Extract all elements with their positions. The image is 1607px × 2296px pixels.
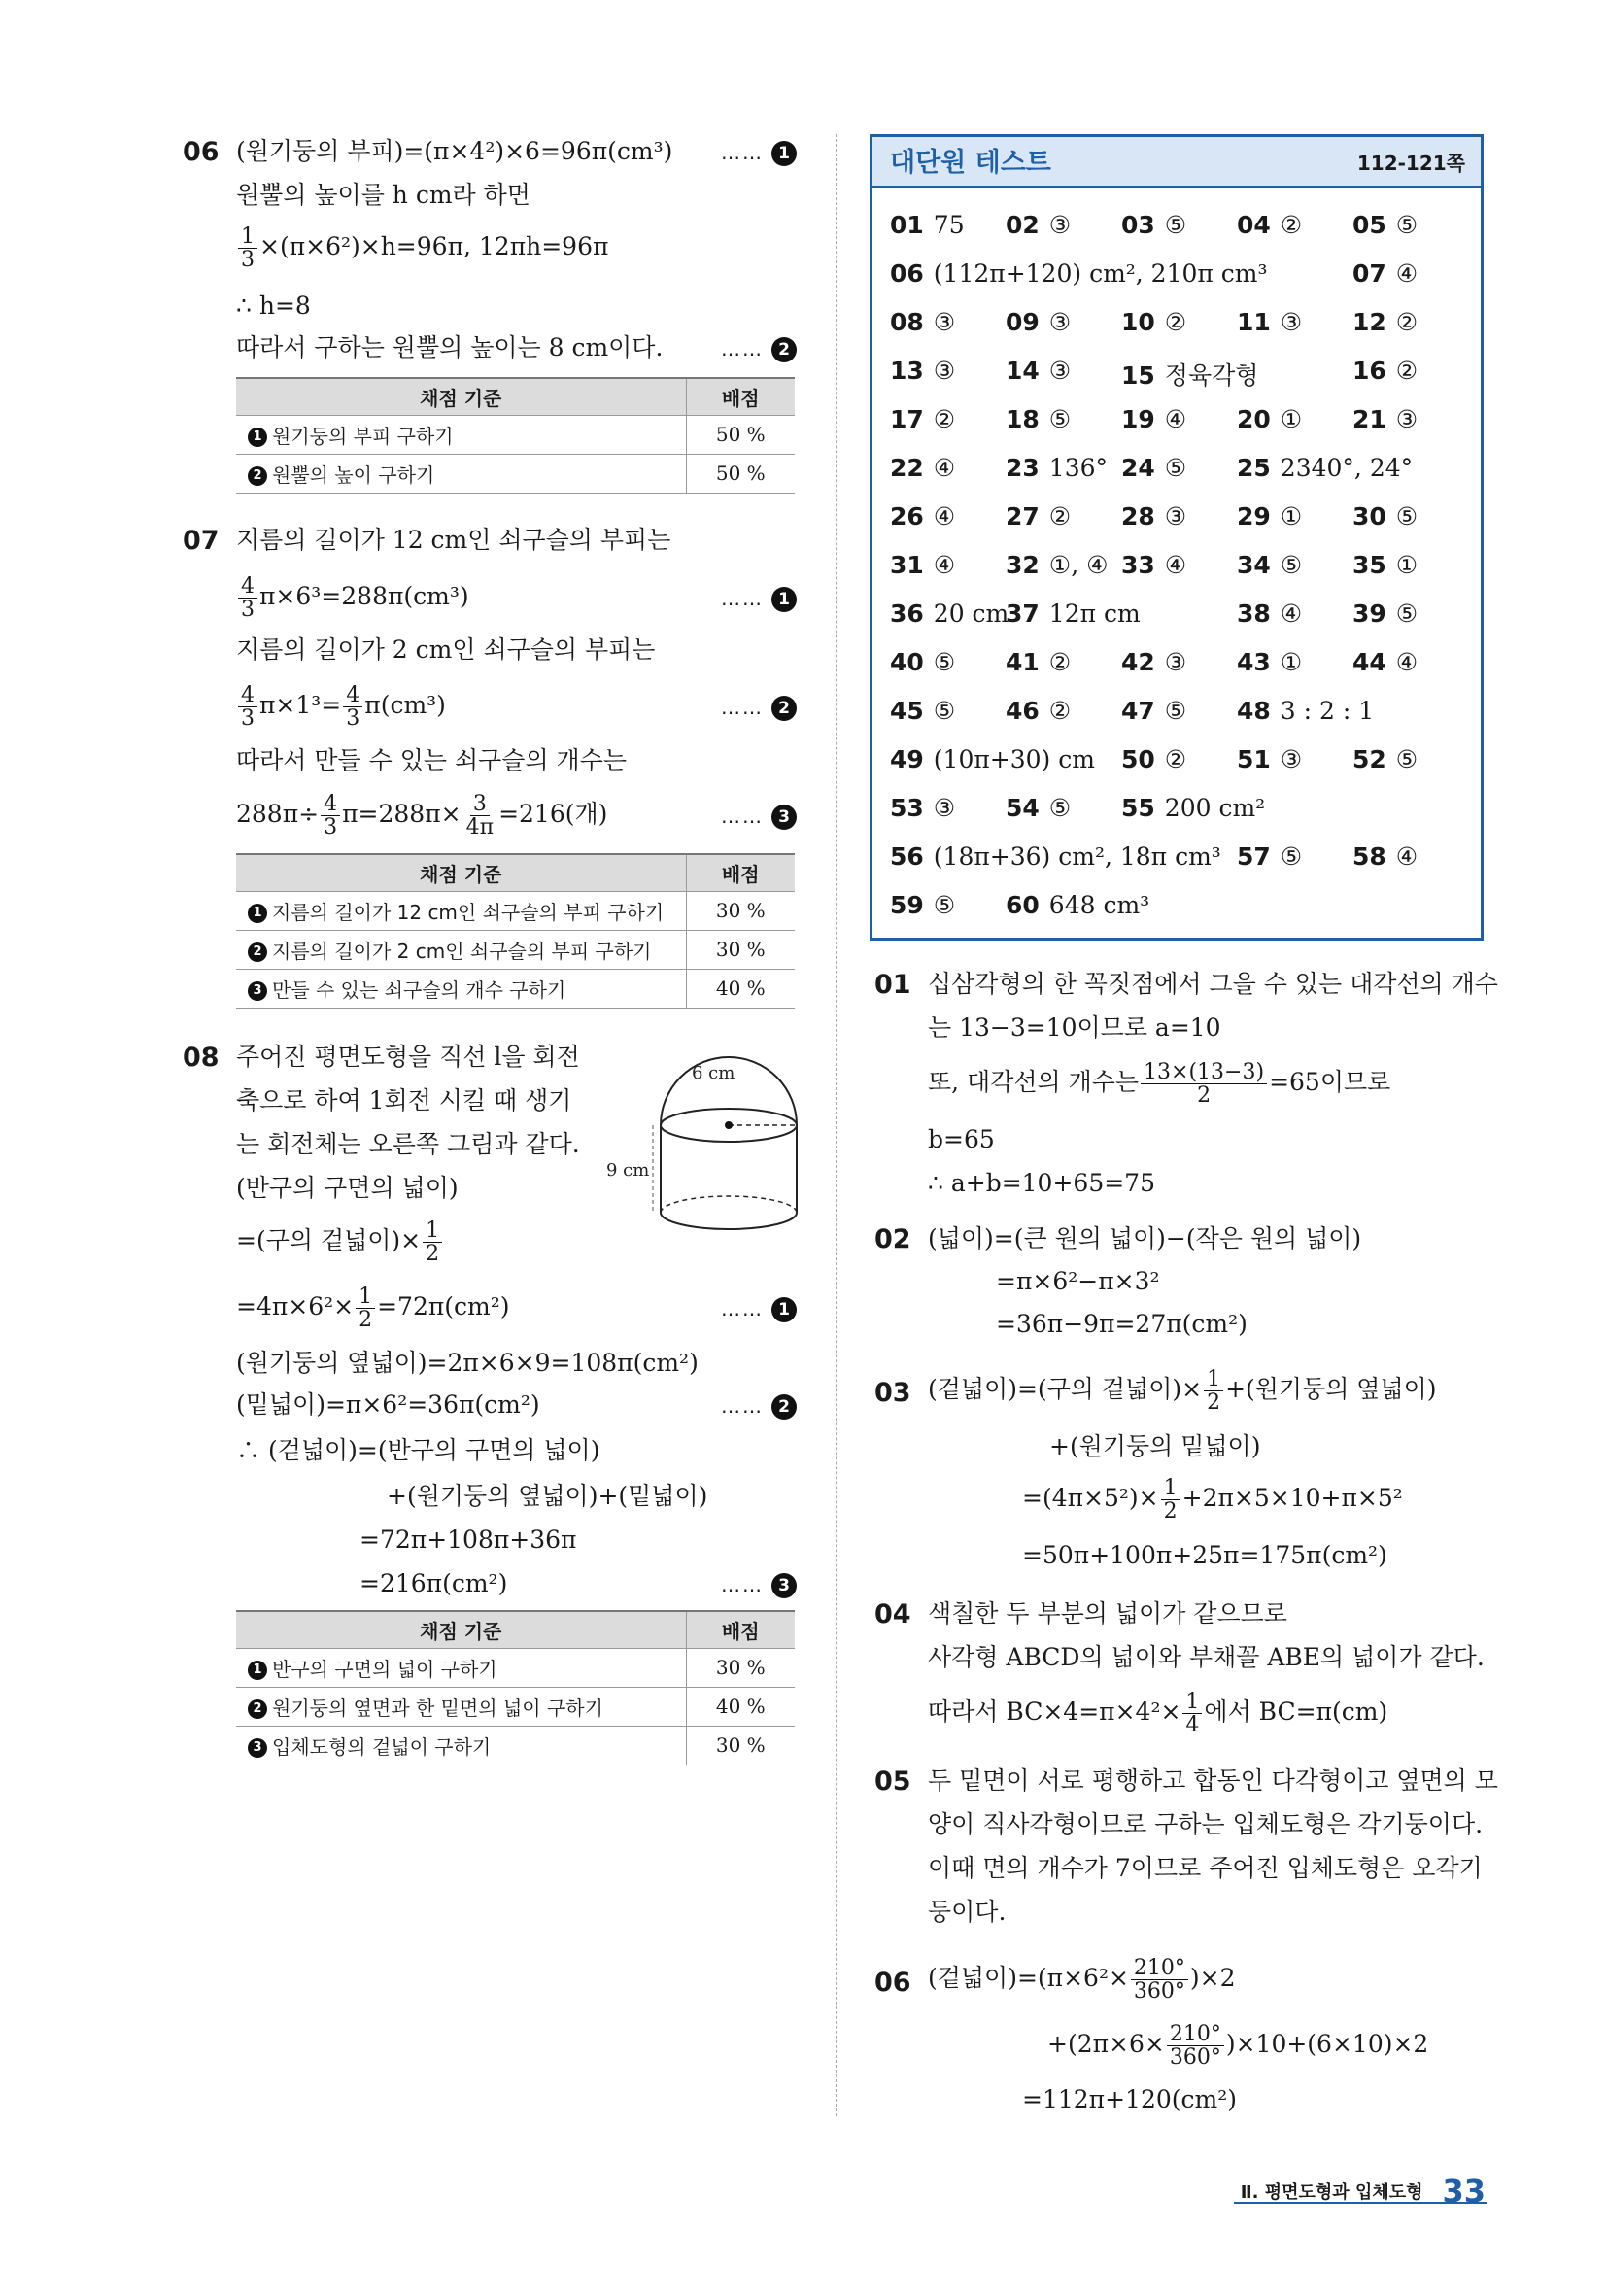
answer-number: 22 xyxy=(890,454,924,482)
answer-item-11 xyxy=(1237,308,1302,336)
answer-number: 42 xyxy=(1121,648,1155,676)
answer-value: ④ xyxy=(1395,648,1419,676)
answer-number: 57 xyxy=(1237,842,1271,871)
s03-line4: =50π+100π+25π=175π(cm²) xyxy=(1022,1541,1387,1569)
s04-line1: 색칠한 두 부분의 넓이가 같으므로 xyxy=(928,1599,1287,1628)
p07-marker-2: …… 2 xyxy=(721,694,797,721)
s03-line2: +(원기둥의 밑넓이) xyxy=(1049,1432,1261,1460)
answer-item-31 xyxy=(890,551,955,579)
answer-item-49 xyxy=(890,745,1095,773)
answer-number: 23 xyxy=(1006,454,1040,482)
answer-number: 07 xyxy=(1352,259,1386,288)
answer-value: ② xyxy=(1048,502,1072,531)
answer-number: 28 xyxy=(1121,502,1155,531)
answer-number: 27 xyxy=(1006,502,1040,531)
s05-line4: 둥이다. xyxy=(928,1898,1007,1926)
answer-item-02 xyxy=(1006,211,1071,239)
answer-value: ③ xyxy=(1280,745,1303,773)
answer-item-09 xyxy=(1006,308,1071,336)
answer-item-56 xyxy=(890,842,1221,871)
answer-value: ② xyxy=(1395,357,1419,385)
answer-value: ⑤ xyxy=(1164,697,1187,725)
answer-item-38 xyxy=(1237,600,1302,628)
answer-number: 35 xyxy=(1352,551,1386,579)
s03-line1: (겉넓이)=(구의 겉넓이)× $\frac{1}{2}$ +(원기둥의 옆넓이) xyxy=(928,1367,1437,1416)
answer-number: 29 xyxy=(1237,502,1271,531)
answer-item-44 xyxy=(1352,648,1418,676)
answer-value: ⑤ xyxy=(933,891,956,919)
answer-number: 05 xyxy=(1352,211,1386,239)
answer-item-29 xyxy=(1237,502,1302,531)
answer-number: 12 xyxy=(1352,308,1386,336)
problem-08-number: 08 xyxy=(183,1043,220,1073)
answer-number: 52 xyxy=(1352,745,1386,773)
answer-value: ① xyxy=(1280,502,1303,531)
p08-line11: =72π+108π+36π xyxy=(359,1525,577,1554)
problem-07-number: 07 xyxy=(183,526,220,556)
p07-scoring-table: 채점 기준 배점 1 지름의 길이가 12 cm인 쇠구슬의 부피 구하기 30 % 2 지름의 길이가 2 cm인 쇠구슬의 부피 구하기 30 % 3 만들 수 있는 쇠구슬의 개수 구하기 40 % xyxy=(236,853,795,1009)
p08-scoring-table: 채점 기준 배점 1 반구의 구면의 넓이 구하기 30 % 2 원기둥의 옆면과 한 밑면의 넓이 구하기 40 % 3 입체도형의 겉넓이 구하기 30 % xyxy=(236,1610,795,1765)
answer-value: ④ xyxy=(1395,259,1419,288)
answer-item-06 xyxy=(890,259,1268,288)
answer-item-53 xyxy=(890,794,955,822)
answer-item-27 xyxy=(1006,502,1071,531)
solution-02-number: 02 xyxy=(874,1224,911,1254)
answer-item-37 xyxy=(1006,600,1141,628)
answer-number: 36 xyxy=(890,600,924,628)
p06-line5: 따라서 구하는 원뿔의 높이는 8 cm이다. xyxy=(236,333,664,361)
answer-value: ⑤ xyxy=(1048,794,1072,822)
s06-line3: =112π+120(cm²) xyxy=(1022,2085,1237,2113)
answer-value: 75 xyxy=(933,211,965,239)
answer-value: (18π+36) cm², 18π cm³ xyxy=(933,842,1221,871)
p08-marker-1: …… 1 xyxy=(721,1295,797,1322)
answer-item-07 xyxy=(1352,259,1418,288)
height-label: 9 cm xyxy=(606,1160,650,1181)
answer-value: ② xyxy=(1280,211,1303,239)
p08-line6: =4π×6²× $\frac{1}{2}$ =72π(cm²) xyxy=(236,1285,510,1333)
answer-number: 08 xyxy=(890,308,924,336)
answer-number: 53 xyxy=(890,794,924,822)
p07-line2: $\frac{4}{3}$ π×6³=288π(cm³) xyxy=(236,575,469,621)
answer-number: 38 xyxy=(1237,600,1271,628)
table-row: 2 원기둥의 옆면과 한 밑면의 넓이 구하기 40 % xyxy=(236,1687,795,1726)
p08-marker-2: …… 2 xyxy=(721,1392,797,1420)
solid-figure xyxy=(602,1040,816,1234)
answer-item-24 xyxy=(1121,454,1186,482)
p08-line5: =(구의 겉넓이)× $\frac{1}{2}$ xyxy=(236,1219,444,1265)
answer-number: 03 xyxy=(1121,211,1155,239)
s05-line3: 이때 면의 개수가 7이므로 주어진 입체도형은 오각기 xyxy=(928,1854,1483,1882)
answer-number: 39 xyxy=(1352,600,1386,628)
answer-number: 26 xyxy=(890,502,924,531)
p08-line12: =216π(cm²) xyxy=(359,1569,508,1597)
table-row: 1 원기둥의 부피 구하기 50 % xyxy=(236,415,795,454)
answer-value: ⑤ xyxy=(1164,211,1187,239)
answer-value: ② xyxy=(1395,308,1419,336)
s04-line2: 사각형 ABCD의 넓이와 부채꼴 ABE의 넓이가 같다. xyxy=(928,1643,1485,1671)
answer-number: 50 xyxy=(1121,745,1155,773)
answer-value: ② xyxy=(933,405,956,433)
answer-value: ⑤ xyxy=(1395,502,1419,531)
p08-line3: 는 회전체는 오른쪽 그림과 같다. xyxy=(236,1130,580,1158)
footer-rule xyxy=(1234,2202,1487,2204)
answer-number: 21 xyxy=(1352,405,1386,433)
answer-item-13 xyxy=(890,357,955,385)
p06-scoring-table xyxy=(236,377,795,494)
answer-number: 06 xyxy=(890,259,924,288)
p06-line1: (원기둥의 부피)=(π×4²)×6=96π(cm³) xyxy=(236,137,673,165)
p07-marker-1: …… 1 xyxy=(721,585,797,612)
s05-line1: 두 밑면이 서로 평행하고 합동인 다각형이고 옆면의 모 xyxy=(928,1766,1498,1795)
answer-item-41 xyxy=(1006,648,1071,676)
p06-line4: ∴ h=8 xyxy=(236,291,311,320)
answer-item-08 xyxy=(890,308,955,336)
answer-item-60 xyxy=(1006,891,1149,919)
problem-06-number: 06 xyxy=(183,137,220,167)
table-row: 3 만들 수 있는 쇠구슬의 개수 구하기 40 % xyxy=(236,969,795,1008)
p06-marker-1: …… 1 xyxy=(721,139,797,166)
answer-value: ⑤ xyxy=(1048,405,1072,433)
answer-value: 2340°, 24° xyxy=(1280,454,1414,482)
table-row: 3 입체도형의 겉넓이 구하기 30 % xyxy=(236,1726,795,1765)
answer-item-25 xyxy=(1237,454,1413,482)
answer-item-15 xyxy=(1121,357,1258,392)
p08-line9: ∴ (겉넓이)=(반구의 구면의 넓이) xyxy=(236,1436,600,1464)
s05-line2: 양이 직사각형이므로 구하는 입체도형은 각기둥이다. xyxy=(928,1810,1484,1838)
s01-line3: 또, 대각선의 개수는 $\frac{13\times(13-3)}{2}$ =65이므로 xyxy=(928,1060,1391,1109)
answer-value: ① xyxy=(1280,648,1303,676)
solution-04-number: 04 xyxy=(874,1599,911,1629)
p06-line2: 원뿔의 높이를 h cm라 하면 xyxy=(236,181,530,209)
answer-item-14 xyxy=(1006,357,1071,385)
answer-number: 47 xyxy=(1121,697,1155,725)
answer-number: 58 xyxy=(1352,842,1386,871)
answer-number: 09 xyxy=(1006,308,1040,336)
answer-value: ⑤ xyxy=(1395,211,1419,239)
answer-item-58 xyxy=(1352,842,1418,871)
s02-line2: =π×6²−π×3² xyxy=(996,1267,1160,1295)
answer-item-23 xyxy=(1006,454,1108,482)
answer-value: ② xyxy=(1048,648,1072,676)
solution-05-number: 05 xyxy=(874,1766,911,1797)
solution-06-number: 06 xyxy=(874,1968,911,1998)
answer-value: 정육각형 xyxy=(1164,361,1259,390)
answer-item-03 xyxy=(1121,211,1186,239)
p06-line3: $\frac{1}{3}$ ×(π×6²)×h=96π, 12πh=96π xyxy=(236,225,608,271)
p07-line5: 따라서 만들 수 있는 쇠구슬의 개수는 xyxy=(236,746,627,774)
answer-number: 20 xyxy=(1237,405,1271,433)
answer-value: ⑤ xyxy=(1164,454,1187,482)
answer-number: 46 xyxy=(1006,697,1040,725)
answer-value: ⑤ xyxy=(1280,551,1303,579)
answer-item-18 xyxy=(1006,405,1071,433)
p06-marker-2: …… 2 xyxy=(721,335,797,362)
p08-line10: +(원기둥의 옆넓이)+(밑넓이) xyxy=(387,1482,708,1510)
s04-line3: 따라서 BC×4=π×4²× $\frac{1}{4}$ 에서 BC=π(cm) xyxy=(928,1690,1388,1738)
answer-item-52 xyxy=(1352,745,1418,773)
answer-number: 44 xyxy=(1352,648,1386,676)
answer-value: ③ xyxy=(933,357,956,385)
answer-value: ③ xyxy=(1395,405,1419,433)
answer-item-45 xyxy=(890,697,955,725)
table-header-criteria: 채점 기준 xyxy=(236,378,686,415)
answer-number: 41 xyxy=(1006,648,1040,676)
answer-number: 54 xyxy=(1006,794,1040,822)
answer-value: ③ xyxy=(1164,648,1187,676)
answer-value: ⑤ xyxy=(1395,600,1419,628)
s01-line5: ∴ a+b=10+65=75 xyxy=(928,1169,1155,1197)
table-row: 2 지름의 길이가 2 cm인 쇠구슬의 부피 구하기 30 % xyxy=(236,930,795,969)
answer-number: 40 xyxy=(890,648,924,676)
solution-01-number: 01 xyxy=(874,970,911,1000)
answer-value: ⑤ xyxy=(1395,745,1419,773)
answer-number: 17 xyxy=(890,405,924,433)
p07-marker-3: …… 3 xyxy=(721,803,797,830)
answer-number: 32 xyxy=(1006,551,1040,579)
answer-item-47 xyxy=(1121,697,1186,725)
answer-number: 37 xyxy=(1006,600,1040,628)
answer-value: ③ xyxy=(1048,357,1072,385)
answer-item-36 xyxy=(890,600,1009,628)
answer-value: ③ xyxy=(1164,502,1187,531)
answer-value: 200 cm² xyxy=(1164,794,1266,822)
table-header-points: 배점 xyxy=(686,378,795,415)
answer-item-40 xyxy=(890,648,955,676)
answer-number: 15 xyxy=(1121,361,1155,390)
answer-value: ③ xyxy=(933,794,956,822)
answer-value: 648 cm³ xyxy=(1048,891,1150,919)
answer-value: ④ xyxy=(933,502,956,531)
answer-number: 16 xyxy=(1352,357,1386,385)
answer-number: 45 xyxy=(890,697,924,725)
answer-item-33 xyxy=(1121,551,1186,579)
answer-box-header xyxy=(872,137,1481,188)
answer-number: 10 xyxy=(1121,308,1155,336)
answer-number: 04 xyxy=(1237,211,1271,239)
p08-line4: (반구의 구면의 넓이) xyxy=(236,1174,459,1202)
answer-value: 20 cm xyxy=(933,600,1009,628)
answer-value: (10π+30) cm xyxy=(933,745,1095,773)
answer-value: ③ xyxy=(1280,308,1303,336)
answer-item-43 xyxy=(1237,648,1302,676)
answer-item-12 xyxy=(1352,308,1418,336)
answer-item-10 xyxy=(1121,308,1186,336)
answer-item-04 xyxy=(1237,211,1302,239)
answer-value: ② xyxy=(1164,745,1187,773)
answer-number: 14 xyxy=(1006,357,1040,385)
s02-line3: =36π−9π=27π(cm²) xyxy=(996,1310,1248,1338)
s02-line1: (넓이)=(큰 원의 넓이)−(작은 원의 넓이) xyxy=(928,1224,1362,1252)
answer-number: 01 xyxy=(890,211,924,239)
p08-line1: 주어진 평면도형을 직선 l을 회전 xyxy=(236,1043,580,1071)
answer-number: 02 xyxy=(1006,211,1040,239)
answer-item-59 xyxy=(890,891,955,919)
s06-line2: +(2π×6× $\frac{210^\circ}{360^\circ}$ )×10+(6×10)×2 xyxy=(1047,2022,1429,2071)
answer-item-51 xyxy=(1237,745,1302,773)
p07-line1: 지름의 길이가 12 cm인 쇠구슬의 부피는 xyxy=(236,526,671,554)
answer-item-01 xyxy=(890,211,965,239)
answer-value: 3 : 2 : 1 xyxy=(1280,697,1375,725)
answer-number: 59 xyxy=(890,891,924,919)
answer-number: 25 xyxy=(1237,454,1271,482)
answer-item-50 xyxy=(1121,745,1186,773)
p08-line7: (원기둥의 옆넓이)=2π×6×9=108π(cm²) xyxy=(236,1349,699,1377)
answer-value: ④ xyxy=(1280,600,1303,628)
answer-number: 18 xyxy=(1006,405,1040,433)
p08-line2: 축으로 하여 1회전 시킬 때 생기 xyxy=(236,1086,572,1114)
answer-item-05 xyxy=(1352,211,1418,239)
answer-value: ③ xyxy=(1048,308,1072,336)
answer-number: 51 xyxy=(1237,745,1271,773)
s01-line4: b=65 xyxy=(928,1125,995,1153)
table-row: 1 반구의 구면의 넓이 구하기 30 % xyxy=(236,1648,795,1687)
answer-value: ④ xyxy=(933,454,956,482)
answer-box-pages: 112-121쪽 xyxy=(1356,152,1465,175)
answer-item-35 xyxy=(1352,551,1418,579)
s06-line1: (겉넓이)=(π×6²× $\frac{210^\circ}{360^\circ}$ )×2 xyxy=(928,1956,1236,2005)
answer-number: 34 xyxy=(1237,551,1271,579)
answer-item-22 xyxy=(890,454,955,482)
answer-number: 19 xyxy=(1121,405,1155,433)
solution-03-number: 03 xyxy=(874,1378,911,1408)
answer-value: ① xyxy=(1280,405,1303,433)
p08-marker-3: …… 3 xyxy=(721,1571,797,1598)
answer-item-34 xyxy=(1237,551,1302,579)
chapter-label: Ⅱ. 평면도형과 입체도형 xyxy=(1240,2182,1423,2203)
answer-value: ⑤ xyxy=(933,648,956,676)
answer-number: 24 xyxy=(1121,454,1155,482)
answer-number: 43 xyxy=(1237,648,1271,676)
answer-item-16 xyxy=(1352,357,1418,385)
answer-number: 11 xyxy=(1237,308,1271,336)
answer-number: 60 xyxy=(1006,891,1040,919)
answer-number: 55 xyxy=(1121,794,1155,822)
answer-item-26 xyxy=(890,502,955,531)
page-number: 33 xyxy=(1442,2173,1486,2210)
p07-line6: 288π÷ $\frac{4}{3}$ π=288π× $\frac{3}{4\pi}$ =216(개) xyxy=(236,792,608,840)
answer-item-55 xyxy=(1121,794,1265,822)
answer-item-30 xyxy=(1352,502,1418,531)
answer-value: 12π cm xyxy=(1048,600,1141,628)
page-footer xyxy=(1241,2173,1486,2210)
answer-item-46 xyxy=(1006,697,1071,725)
answer-value: ④ xyxy=(1164,551,1187,579)
answer-number: 33 xyxy=(1121,551,1155,579)
answer-value: ② xyxy=(1164,308,1187,336)
answer-item-20 xyxy=(1237,405,1302,433)
answer-value: ④ xyxy=(1164,405,1187,433)
answer-value: ③ xyxy=(1048,211,1072,239)
answer-item-39 xyxy=(1352,600,1418,628)
answer-item-54 xyxy=(1006,794,1071,822)
answer-value: 136° xyxy=(1048,454,1109,482)
answer-item-21 xyxy=(1352,405,1418,433)
answer-value: ① xyxy=(1395,551,1419,579)
answer-number: 56 xyxy=(890,842,924,871)
answer-value: ⑤ xyxy=(1280,842,1303,871)
s03-line3: =(4π×5²)× $\frac{1}{2}$ +2π×5×10+π×5² xyxy=(1022,1476,1403,1525)
answer-number: 31 xyxy=(890,551,924,579)
answer-number: 49 xyxy=(890,745,924,773)
answer-item-28 xyxy=(1121,502,1186,531)
p08-line8: (밑넓이)=π×6²=36π(cm²) xyxy=(236,1390,540,1419)
p07-line3: 지름의 길이가 2 cm인 쇠구슬의 부피는 xyxy=(236,635,656,664)
answer-item-19 xyxy=(1121,405,1186,433)
answer-item-42 xyxy=(1121,648,1186,676)
column-divider xyxy=(836,134,837,2116)
unit-test-answer-box xyxy=(870,134,1484,941)
s01-line2: 는 13−3=10이므로 a=10 xyxy=(928,1013,1221,1042)
answer-item-32 xyxy=(1006,551,1109,579)
p07-line4: $\frac{4}{3}$ π×1³= $\frac{4}{3}$ π(cm³) xyxy=(236,684,446,730)
answer-item-17 xyxy=(890,405,955,433)
answer-number: 48 xyxy=(1237,697,1271,725)
radius-label: 6 cm xyxy=(692,1063,735,1083)
answer-item-57 xyxy=(1237,842,1302,871)
answer-value: ④ xyxy=(1395,842,1419,871)
answer-item-48 xyxy=(1237,697,1374,725)
table-row: 2 원뿔의 높이 구하기 50 % xyxy=(236,454,795,493)
answer-value: (112π+120) cm², 210π cm³ xyxy=(933,259,1268,288)
answer-value: ③ xyxy=(933,308,956,336)
answer-value: ② xyxy=(1048,697,1072,725)
s01-line1: 십삼각형의 한 꼭짓점에서 그을 수 있는 대각선의 개수 xyxy=(928,970,1498,998)
table-row: 1 지름의 길이가 12 cm인 쇠구슬의 부피 구하기 30 % xyxy=(236,891,795,930)
answer-box-title: 대단원 테스트 xyxy=(890,148,1051,178)
answer-value: ⑤ xyxy=(933,697,956,725)
answer-value: ①, ④ xyxy=(1048,551,1109,579)
answer-value: ④ xyxy=(933,551,956,579)
answer-number: 30 xyxy=(1352,502,1386,531)
answer-number: 13 xyxy=(890,357,924,385)
